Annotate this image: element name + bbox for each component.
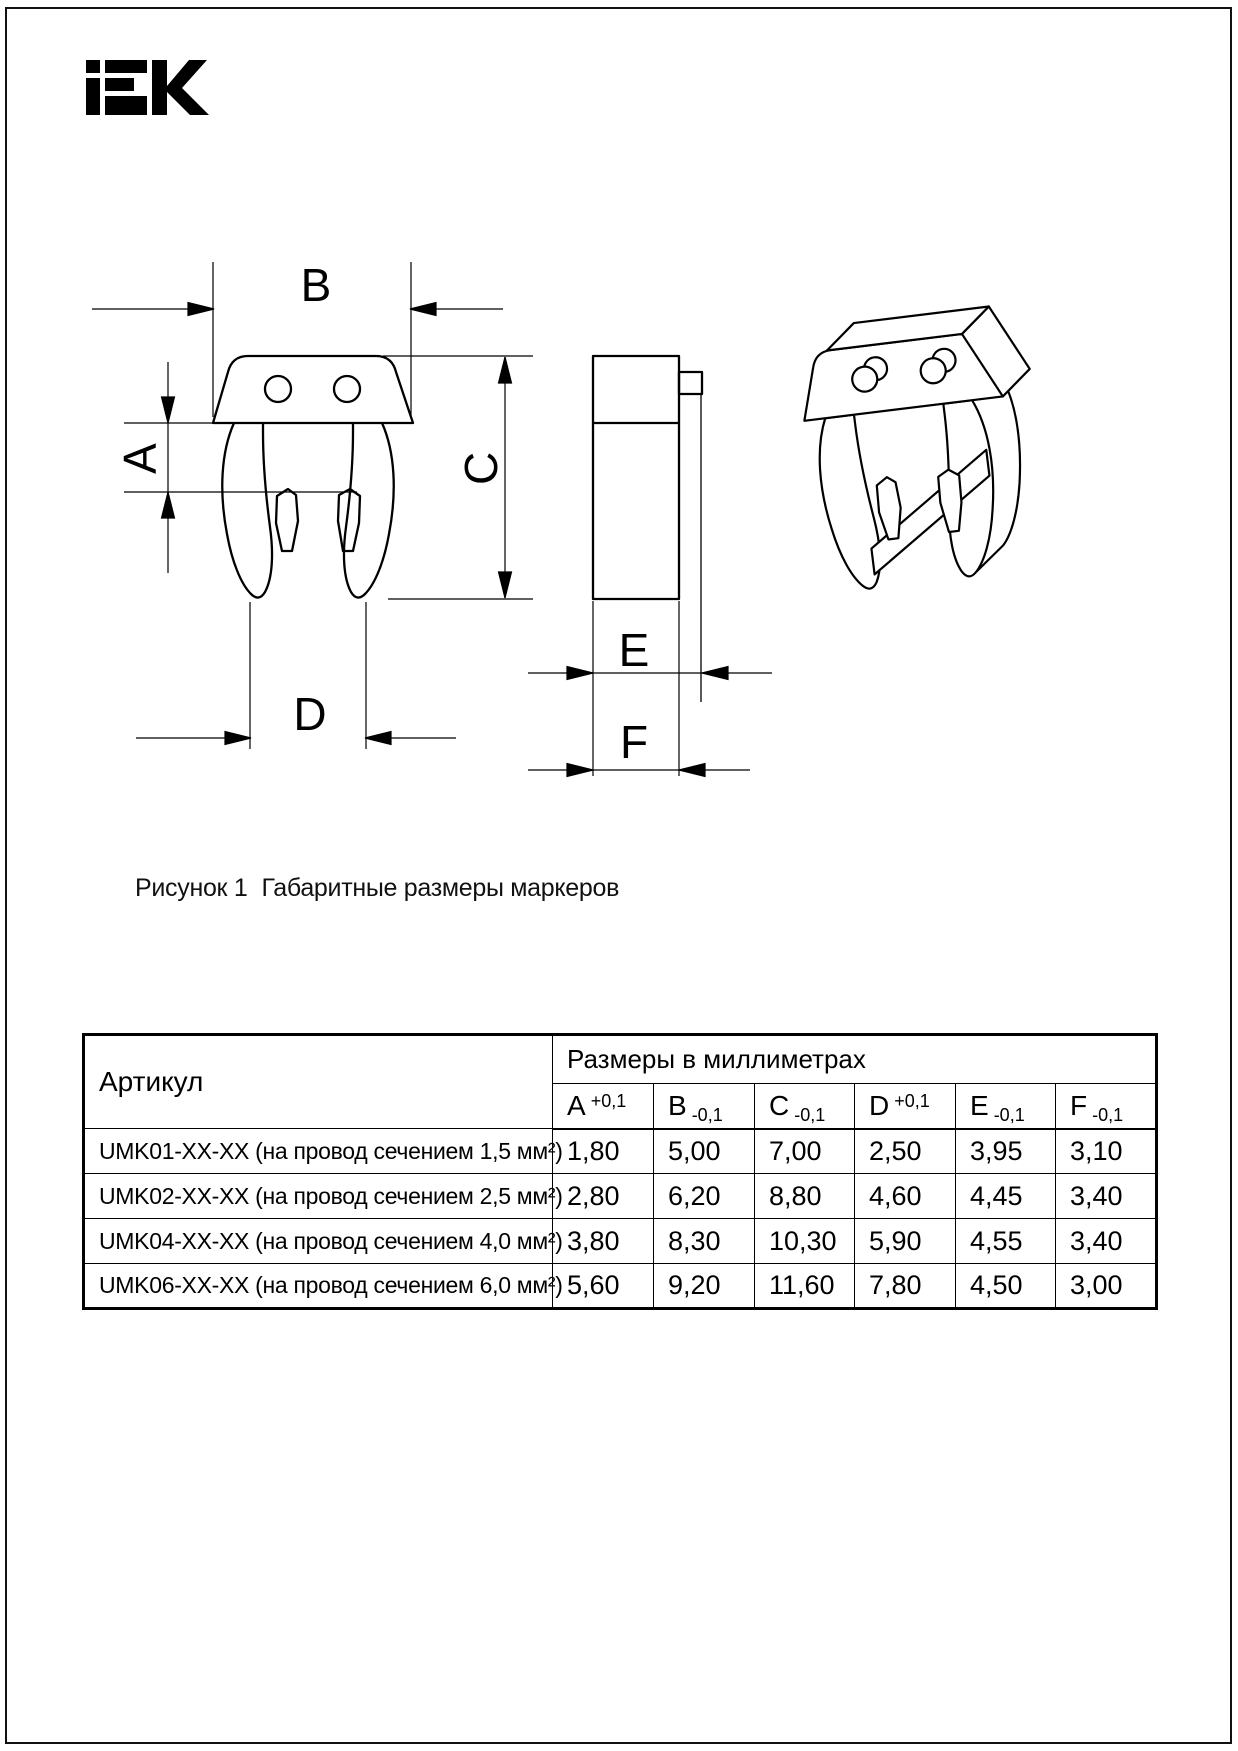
dim-header-e: E -0,1 <box>956 1084 1056 1129</box>
article-cell: UMK01-XX-XX (на провод сечением 1,5 мм²) <box>84 1129 553 1174</box>
value-cell: 5,00 <box>654 1129 755 1174</box>
value-cell: 9,20 <box>654 1264 755 1309</box>
value-cell: 3,95 <box>956 1129 1056 1174</box>
tolerance: -0,1 <box>993 1104 1025 1125</box>
front-leg-left <box>222 423 272 598</box>
value-cell: 7,00 <box>755 1129 855 1174</box>
tolerance: -0,1 <box>1092 1104 1124 1125</box>
table-row <box>84 1264 1157 1309</box>
dim-header-a: A +0,1 <box>553 1084 654 1129</box>
arrowhead <box>410 303 436 316</box>
front-view-dimensions <box>92 262 533 749</box>
arrowhead <box>679 764 705 777</box>
dim-header-c: C -0,1 <box>755 1084 855 1129</box>
arrowhead <box>225 732 251 745</box>
front-prong-left <box>276 489 298 551</box>
dimensions-table <box>82 1033 1158 1310</box>
dim-header-b: B -0,1 <box>654 1084 755 1129</box>
dim-header-d: D +0,1 <box>855 1084 956 1129</box>
arrowhead <box>365 732 391 745</box>
arrowhead <box>162 397 175 423</box>
value-cell: 2,50 <box>855 1129 956 1174</box>
front-hat-outline <box>213 356 413 423</box>
figure-caption <box>135 874 619 903</box>
value-cell: 3,10 <box>1056 1129 1157 1174</box>
dim-header-f: F -0,1 <box>1056 1084 1157 1129</box>
value-cell: 3,80 <box>553 1219 654 1264</box>
arrowhead <box>162 492 175 518</box>
table-row <box>84 1219 1157 1264</box>
tolerance: -0,1 <box>794 1104 826 1125</box>
dim-label-b: B <box>300 259 332 311</box>
group-header-cell: Размеры в миллиметрах <box>553 1035 1157 1084</box>
dim-label-e: E <box>618 624 650 676</box>
article-cell: UMK02-XX-XX (на провод сечением 2,5 мм²) <box>84 1174 553 1219</box>
side-tab <box>679 372 702 394</box>
value-cell: 6,20 <box>654 1174 755 1219</box>
value-cell: 8,30 <box>654 1219 755 1264</box>
figure-caption-number: Рисунок 1 <box>135 874 248 902</box>
dim-label-d: D <box>293 688 327 740</box>
tolerance: +0,1 <box>590 1090 627 1111</box>
value-cell: 4,45 <box>956 1174 1056 1219</box>
tolerance: -0,1 <box>691 1104 723 1125</box>
value-cell: 3,40 <box>1056 1219 1157 1264</box>
article-cell: UMK04-XX-XX (на провод сечением 4,0 мм²) <box>84 1219 553 1264</box>
side-body <box>593 356 679 599</box>
value-cell: 4,55 <box>956 1219 1056 1264</box>
value-cell: 4,50 <box>956 1264 1056 1309</box>
table-row <box>84 1129 1157 1174</box>
value-cell: 1,80 <box>553 1129 654 1174</box>
table-header-row-1 <box>84 1035 1157 1084</box>
iek-logo-glyphs <box>86 60 209 115</box>
arrowhead <box>702 667 728 680</box>
figure-caption-text: Габаритные размеры маркеров <box>261 874 620 902</box>
value-cell: 8,80 <box>755 1174 855 1219</box>
iso-view <box>793 302 1054 594</box>
iso-prong-left <box>875 476 904 540</box>
value-cell: 3,40 <box>1056 1174 1157 1219</box>
tolerance: +0,1 <box>894 1090 930 1111</box>
value-cell: 5,90 <box>855 1219 956 1264</box>
arrowhead <box>499 572 512 598</box>
front-hole-left <box>265 376 291 402</box>
dim-label-c: C <box>455 451 507 485</box>
arrowhead <box>567 667 593 680</box>
value-cell: 7,80 <box>855 1264 956 1309</box>
figure-drawing <box>80 235 1080 795</box>
iek-logo <box>86 60 221 120</box>
value-cell: 10,30 <box>755 1219 855 1264</box>
article-header-cell: Артикул <box>84 1035 553 1129</box>
value-cell: 11,60 <box>755 1264 855 1309</box>
front-leg-right <box>344 423 394 598</box>
value-cell: 2,80 <box>553 1174 654 1219</box>
value-cell: 5,60 <box>553 1264 654 1309</box>
dim-label-f: F <box>619 716 649 768</box>
front-hole-right <box>334 376 360 402</box>
arrowhead <box>567 764 593 777</box>
dim-label-a: A <box>114 443 166 474</box>
table-row <box>84 1174 1157 1219</box>
value-cell: 4,60 <box>855 1174 956 1219</box>
side-view-dimensions <box>528 601 772 777</box>
value-cell: 3,00 <box>1056 1264 1157 1309</box>
article-cell: UMK06-XX-XX (на провод сечением 6,0 мм²) <box>84 1264 553 1309</box>
front-view <box>213 356 413 598</box>
arrowhead <box>188 303 214 316</box>
arrowhead <box>499 357 512 383</box>
